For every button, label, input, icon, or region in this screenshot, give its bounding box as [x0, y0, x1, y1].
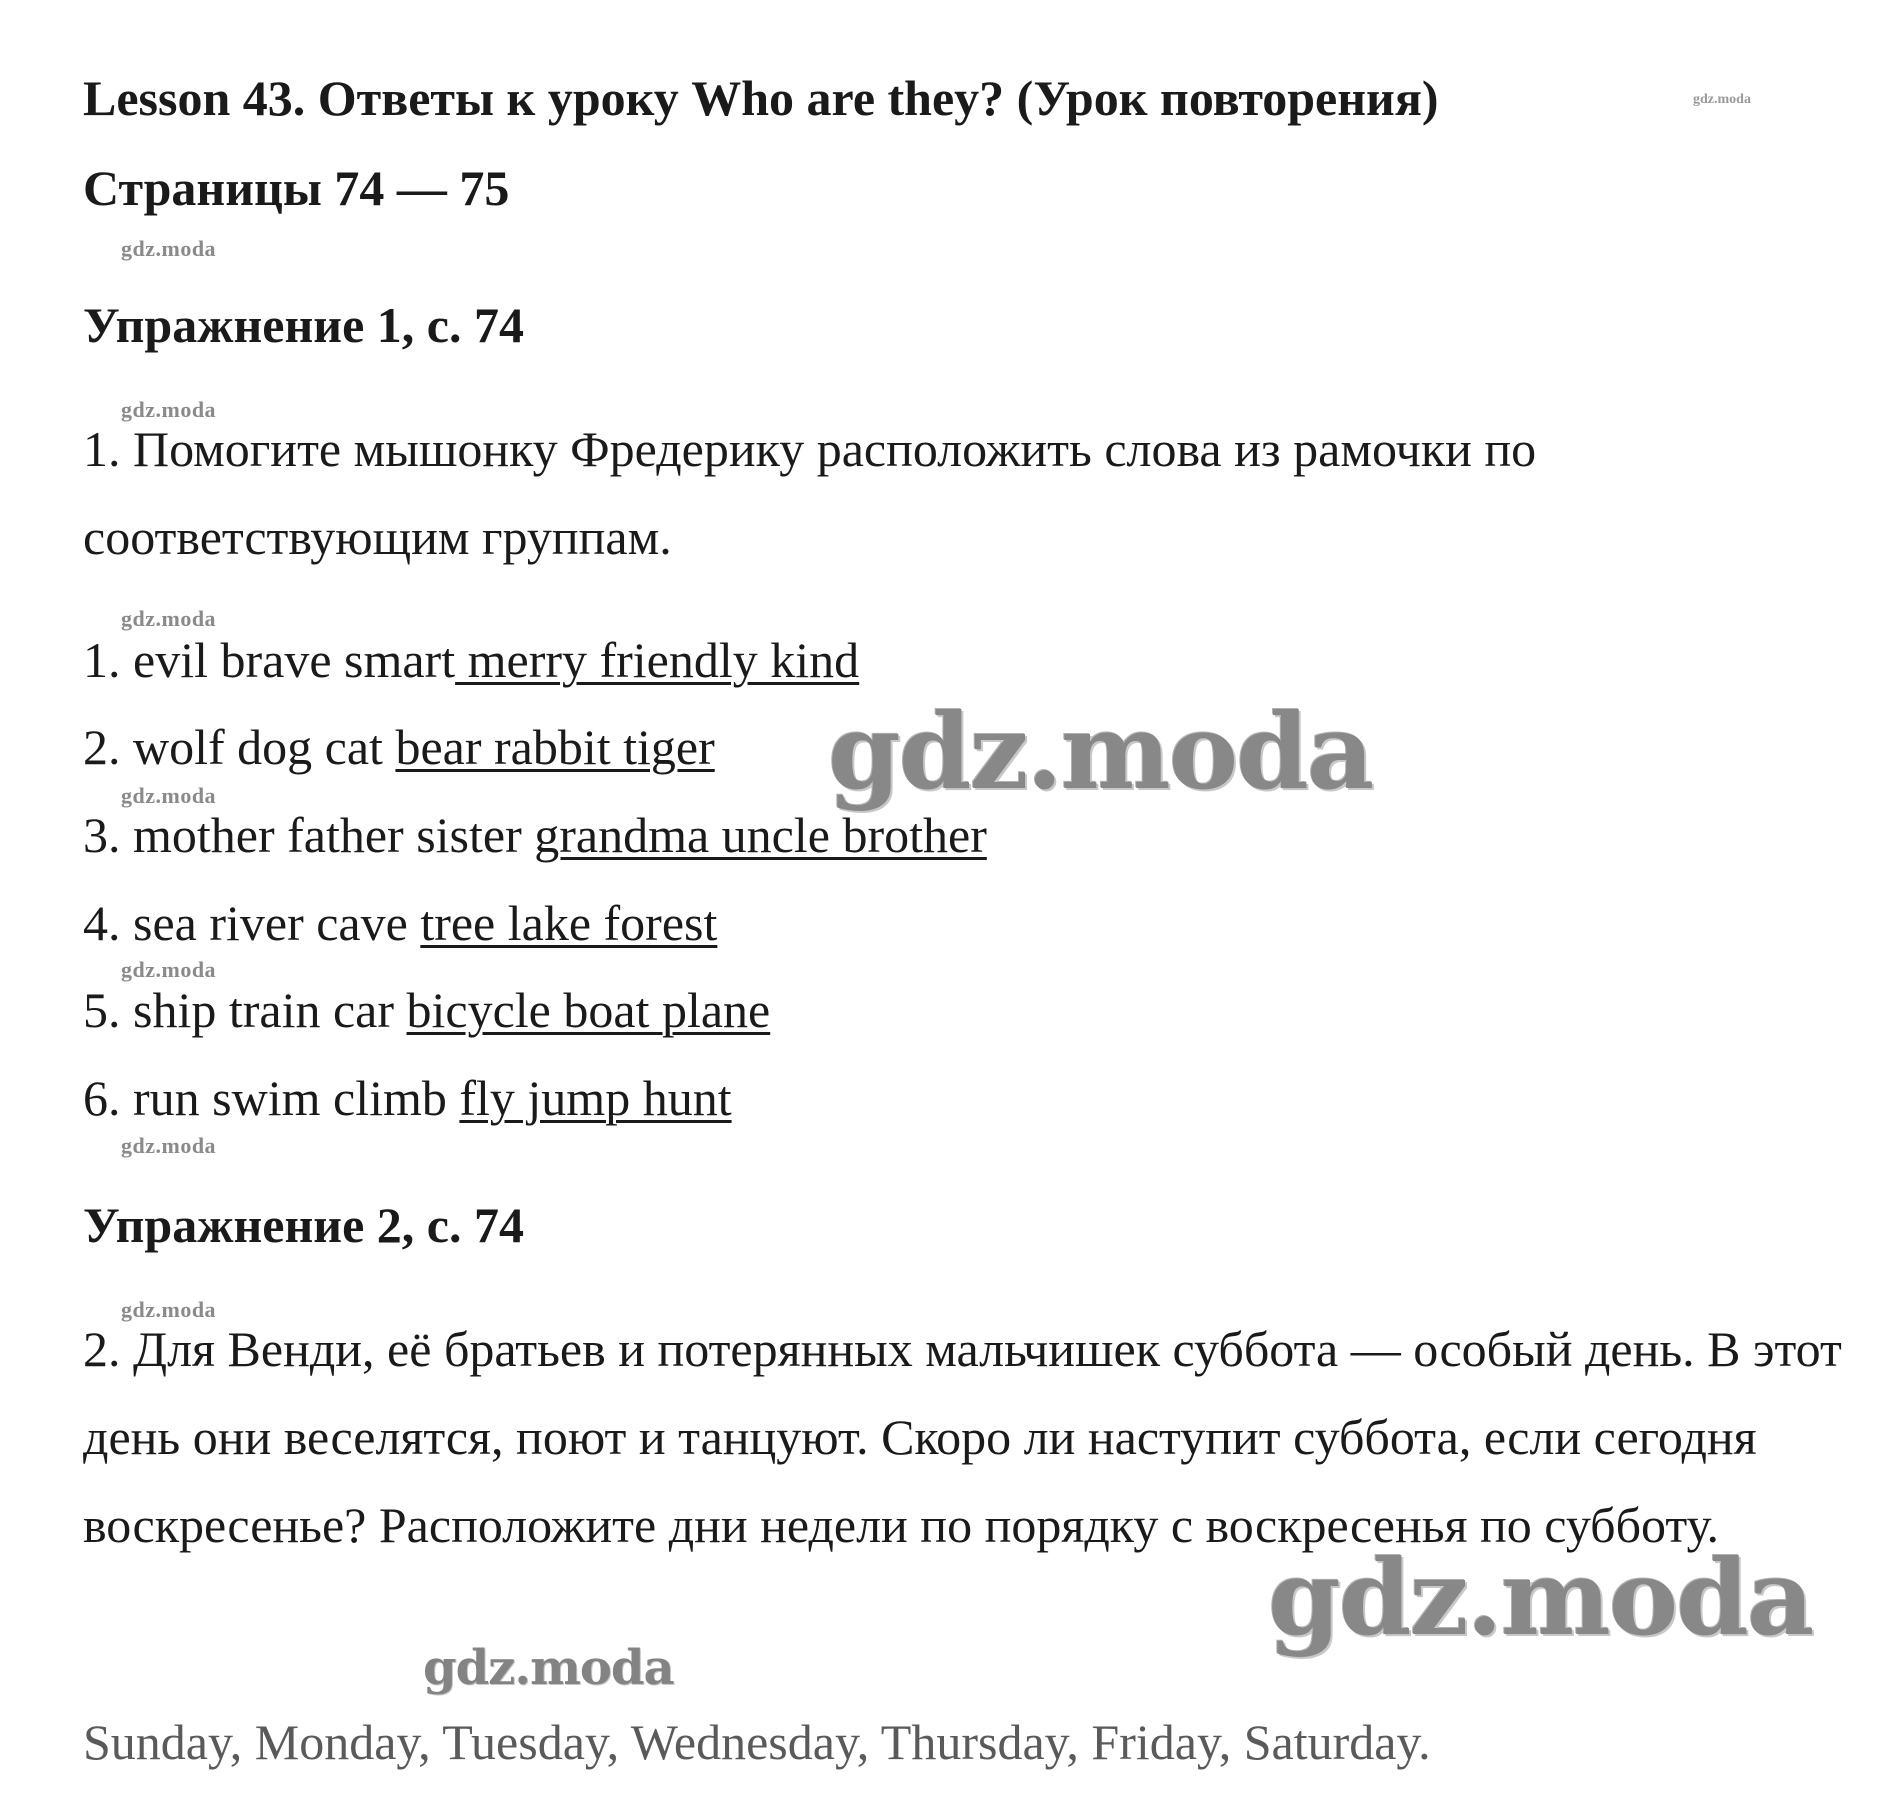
watermark-large: gdz.moda	[828, 690, 1373, 813]
row-words: 3. mother father sister	[83, 807, 535, 863]
answer-row	[83, 632, 860, 688]
watermark-small: gdz.moda	[121, 397, 217, 422]
row-words: 5. ship train car	[83, 982, 407, 1038]
answer-row	[83, 1070, 732, 1126]
watermark-large: gdz.moda	[1268, 1536, 1813, 1659]
page-title: Lesson 43. Ответы к уроку Who are they? (Урок повторения)	[83, 70, 1439, 126]
row-words: 1. evil brave smart	[83, 632, 456, 688]
row-words: 2. wolf dog cat	[83, 719, 396, 775]
exercise2-answer: Sunday, Monday, Tuesday, Wednesday, Thursday, Friday, Saturday.	[83, 1714, 1431, 1770]
answer-row	[83, 719, 715, 775]
watermark-small: gdz.moda	[121, 606, 217, 631]
row-answer: grandma uncle brother	[534, 807, 987, 863]
row-answer: bear rabbit tiger	[395, 719, 715, 775]
watermark-small: gdz.moda	[121, 1297, 217, 1322]
watermark-tiny: gdz.moda	[1693, 92, 1751, 107]
pages-range: Страницы 74 — 75	[83, 160, 510, 216]
exercise1-task: 1. Помогите мышонку Фредерику расположить слова из рамочки по соответствующим группам.	[83, 421, 1537, 565]
row-answer: fly jump hunt	[459, 1070, 732, 1126]
answer-row	[83, 982, 771, 1038]
exercise2-task: 2. Для Венди, её братьев и потерянных мальчишек суббота — особый день. В этот день они веселятся, поют и танцуют. Скоро ли наступит суббота, если сегодня воскресенье? Расположите дни недели по порядку с воскресенья по субботу.	[83, 1321, 1842, 1553]
watermark-small: gdz.moda	[121, 783, 217, 808]
exercise1-heading: Упражнение 1, с. 74	[83, 297, 524, 353]
exercise2-heading: Упражнение 2, с. 74	[83, 1197, 524, 1253]
row-answer: tree lake forest	[420, 895, 718, 951]
answer-row	[83, 895, 718, 951]
row-answer: merry friendly kind	[455, 632, 860, 688]
answer-row	[83, 807, 987, 863]
row-words: 4. sea river cave	[83, 895, 421, 951]
row-words: 6. run swim climb	[83, 1070, 460, 1126]
watermark-small: gdz.moda	[121, 1133, 217, 1158]
watermark-small: gdz.moda	[121, 236, 217, 261]
watermark-medium: gdz.moda	[423, 1640, 674, 1696]
watermark-small: gdz.moda	[121, 957, 217, 982]
row-answer: bicycle boat plane	[406, 982, 771, 1038]
